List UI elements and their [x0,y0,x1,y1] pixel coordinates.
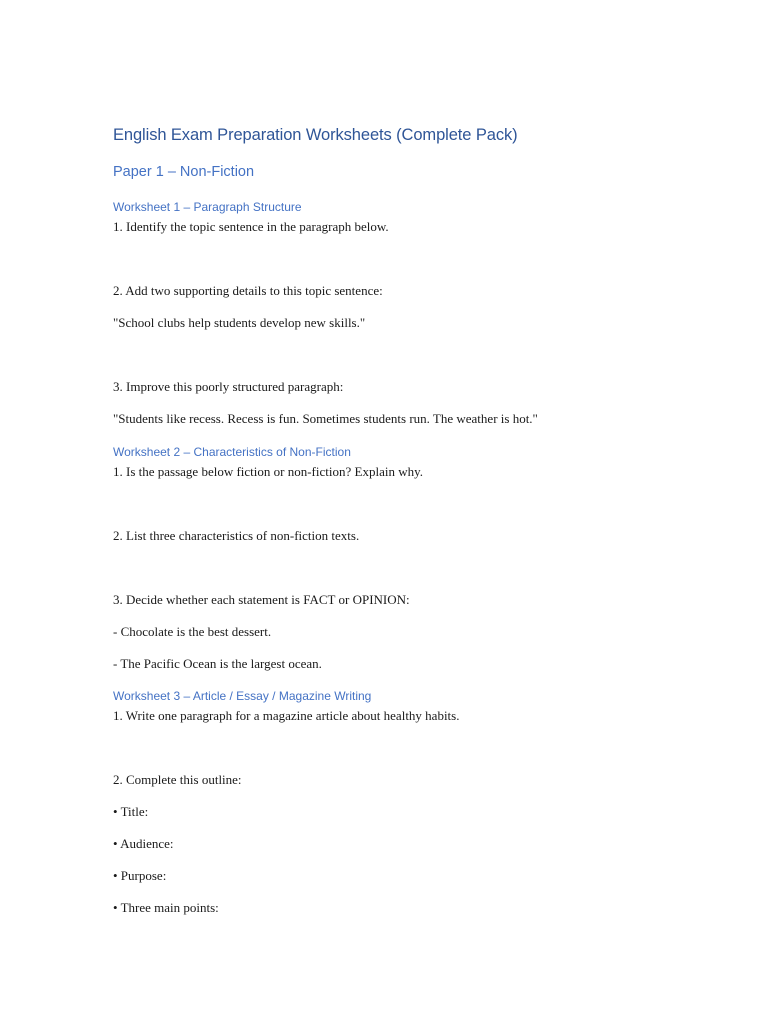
worksheet-3-question-2: 2. Complete this outline: [113,772,242,787]
outline-item-purpose: • Purpose: [113,868,167,883]
worksheet-2-statement-1: - Chocolate is the best dessert. [113,624,272,639]
worksheet-1-question-3: 3. Improve this poorly structured paragraph: [113,379,344,394]
worksheet-1-heading: Worksheet 1 – Paragraph Structure [113,200,302,214]
paper-heading: Paper 1 – Non-Fiction [113,164,255,180]
outline-item-main-points: • Three main points: [113,900,219,915]
worksheet-1-quote-2: "Students like recess. Recess is fun. Sometimes students run. The weather is hot." [113,411,538,426]
worksheet-2-question-1: 1. Is the passage below fiction or non-fiction? Explain why. [113,464,423,479]
worksheet-2-heading: Worksheet 2 – Characteristics of Non-Fiction [113,445,351,459]
document-title: English Exam Preparation Worksheets (Complete Pack) [113,126,518,144]
worksheet-1-question-1: 1. Identify the topic sentence in the paragraph below. [113,219,389,234]
worksheet-3-question-1: 1. Write one paragraph for a magazine article about healthy habits. [113,708,460,723]
worksheet-2-question-2: 2. List three characteristics of non-fiction texts. [113,528,360,543]
worksheet-2-question-3: 3. Decide whether each statement is FACT or OPINION: [113,592,410,607]
worksheet-1-quote-1: "School clubs help students develop new skills." [113,315,366,330]
outline-item-audience: • Audience: [113,836,174,851]
worksheet-1-question-2: 2. Add two supporting details to this topic sentence: [113,283,383,298]
worksheet-2-statement-2: - The Pacific Ocean is the largest ocean. [113,656,322,671]
outline-item-title: • Title: [113,804,149,819]
worksheet-3-heading: Worksheet 3 – Article / Essay / Magazine Writing [113,689,372,703]
